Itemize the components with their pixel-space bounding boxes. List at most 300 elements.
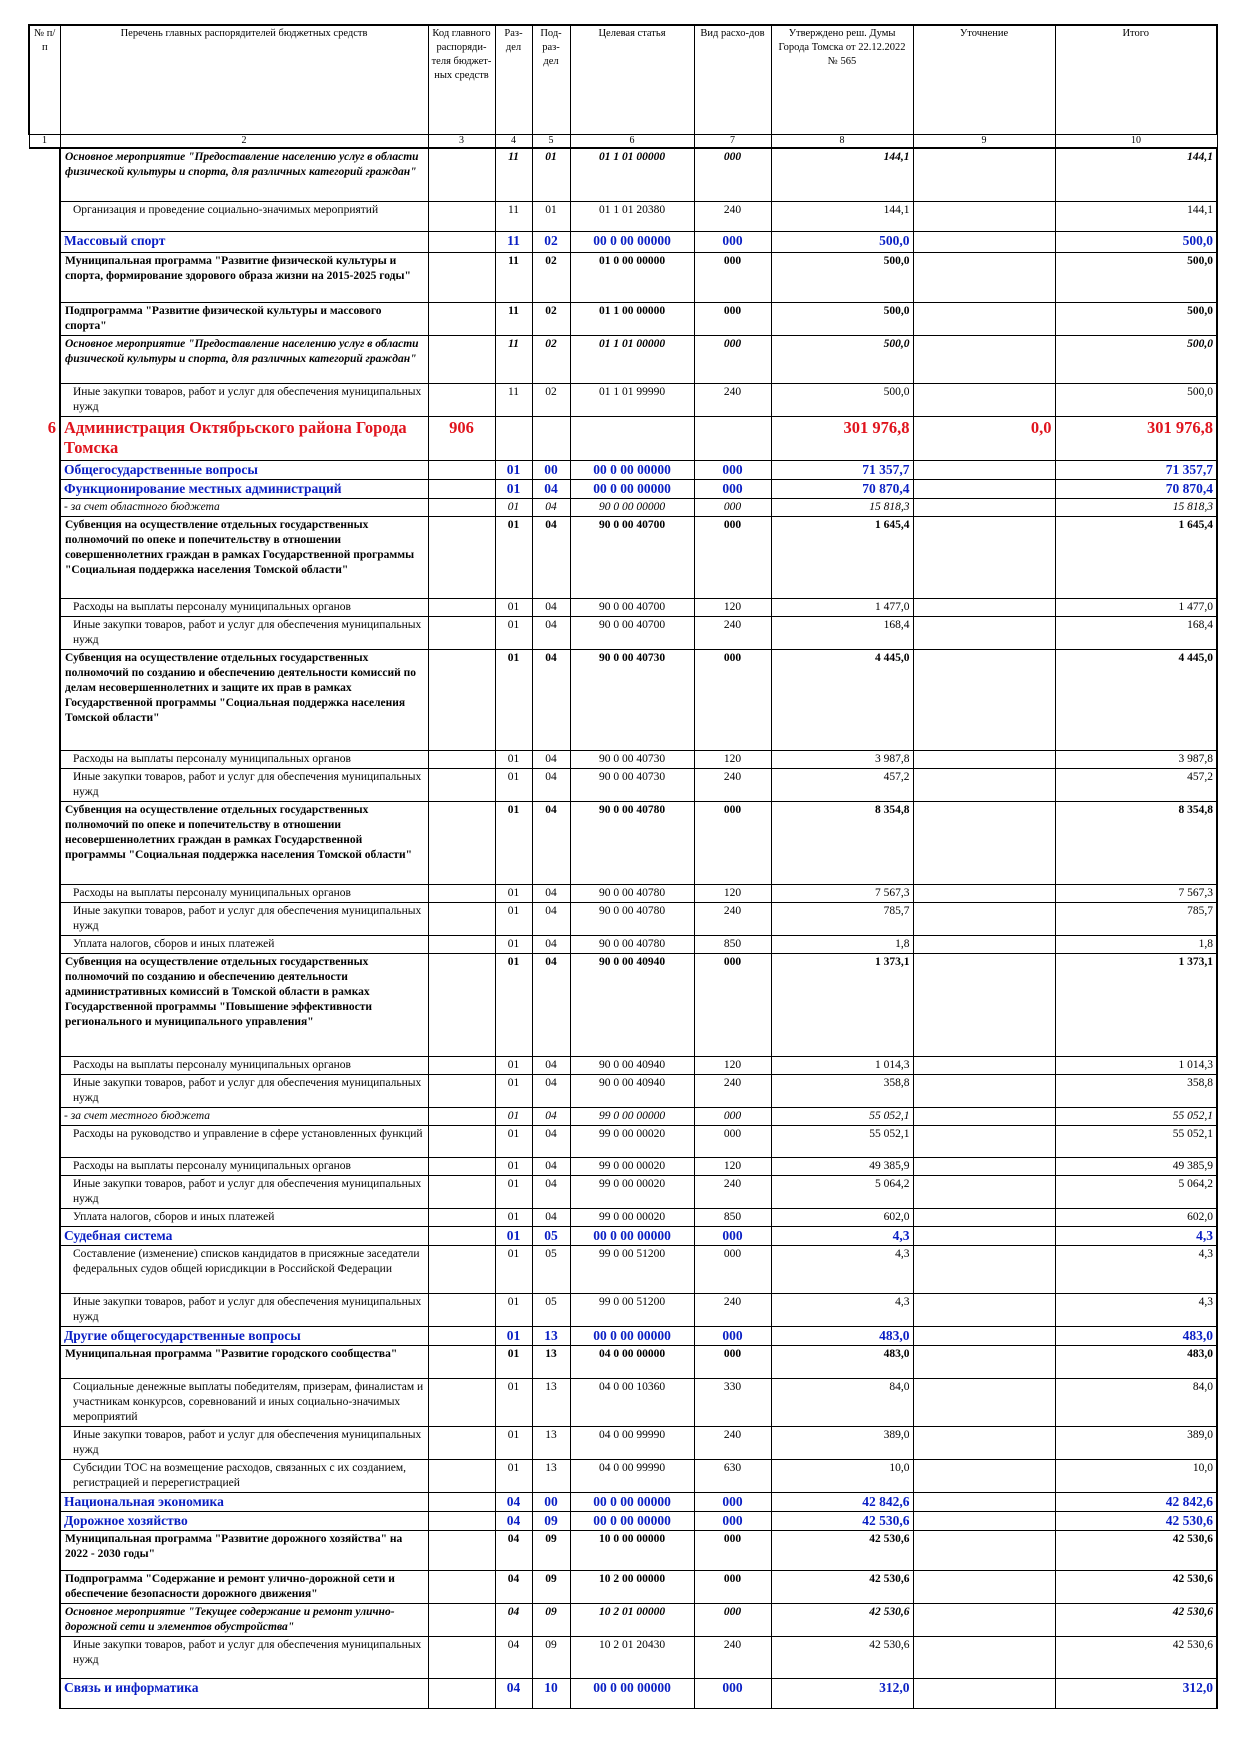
row-razdel: 01 (495, 1126, 532, 1158)
row-clarification (913, 1227, 1055, 1246)
table-row (29, 802, 1217, 885)
row-target-article: 04 0 00 99990 (570, 1460, 694, 1493)
row-target-article: 99 0 00 00000 (570, 1108, 694, 1126)
row-clarification (913, 1512, 1055, 1531)
row-expense-type: 240 (694, 617, 771, 650)
row-total: 5 064,2 (1055, 1176, 1217, 1209)
table-row (29, 461, 1217, 480)
row-approved: 55 052,1 (771, 1108, 913, 1126)
row-clarification (913, 517, 1055, 599)
row-target-article (570, 417, 694, 461)
row-approved: 457,2 (771, 769, 913, 802)
table-row (29, 499, 1217, 517)
row-total: 4,3 (1055, 1294, 1217, 1327)
header-name: Перечень главных распорядителей бюджетных средств (60, 25, 428, 134)
table-row (29, 1246, 1217, 1294)
table-row (29, 417, 1217, 461)
row-podrazdel: 00 (532, 461, 570, 480)
row-approved: 312,0 (771, 1679, 913, 1709)
budget-table (28, 24, 1218, 1709)
row-number (29, 1209, 60, 1227)
row-target-article: 90 0 00 40940 (570, 1057, 694, 1075)
row-podrazdel: 01 (532, 148, 570, 202)
row-number (29, 336, 60, 384)
row-expense-type: 120 (694, 885, 771, 903)
row-clarification (913, 1531, 1055, 1571)
row-razdel: 01 (495, 903, 532, 936)
row-code (428, 148, 495, 202)
row-approved: 602,0 (771, 1209, 913, 1227)
row-podrazdel: 13 (532, 1427, 570, 1460)
row-number (29, 461, 60, 480)
row-podrazdel: 13 (532, 1460, 570, 1493)
row-podrazdel: 04 (532, 769, 570, 802)
row-approved: 5 064,2 (771, 1176, 913, 1209)
row-total: 1 373,1 (1055, 954, 1217, 1057)
row-approved: 4 445,0 (771, 650, 913, 751)
row-expense-type: 240 (694, 1176, 771, 1209)
row-clarification (913, 1327, 1055, 1346)
table-row (29, 1460, 1217, 1493)
row-number (29, 1531, 60, 1571)
row-total: 10,0 (1055, 1460, 1217, 1493)
row-clarification (913, 802, 1055, 885)
row-podrazdel: 04 (532, 617, 570, 650)
row-total: 500,0 (1055, 303, 1217, 336)
row-name: Иные закупки товаров, работ и услуг для обеспечения муниципальных нужд (60, 384, 428, 417)
header-code: Код главного распоряди-теля бюджет-ных средств (428, 25, 495, 134)
row-razdel: 11 (495, 232, 532, 253)
row-code (428, 1427, 495, 1460)
table-row (29, 650, 1217, 751)
row-code (428, 617, 495, 650)
row-code (428, 1075, 495, 1108)
row-podrazdel: 04 (532, 1209, 570, 1227)
row-target-article: 90 0 00 40780 (570, 936, 694, 954)
row-name: Субсидии ТОС на возмещение расходов, связанных с их созданием, регистрацией и перерегистрацией (60, 1460, 428, 1493)
row-podrazdel: 04 (532, 1176, 570, 1209)
row-total: 144,1 (1055, 202, 1217, 232)
row-target-article: 01 1 00 00000 (570, 303, 694, 336)
row-clarification (913, 936, 1055, 954)
row-total: 42 530,6 (1055, 1512, 1217, 1531)
row-code (428, 232, 495, 253)
row-name: - за счет областного бюджета (60, 499, 428, 517)
row-razdel: 04 (495, 1637, 532, 1679)
row-number (29, 650, 60, 751)
row-expense-type: 120 (694, 1057, 771, 1075)
row-razdel: 11 (495, 253, 532, 303)
row-code (428, 1158, 495, 1176)
row-podrazdel: 04 (532, 936, 570, 954)
table-row (29, 1327, 1217, 1346)
row-podrazdel: 09 (532, 1531, 570, 1571)
row-razdel: 04 (495, 1571, 532, 1604)
row-total: 4,3 (1055, 1227, 1217, 1246)
row-podrazdel: 04 (532, 517, 570, 599)
row-name: Основное мероприятие "Предоставление населению услуг в области физической культуры и спорта, для различных категорий граждан" (60, 336, 428, 384)
row-razdel: 01 (495, 461, 532, 480)
row-name: Дорожное хозяйство (60, 1512, 428, 1531)
row-name: Муниципальная программа "Развитие городского сообщества" (60, 1346, 428, 1379)
row-clarification (913, 1209, 1055, 1227)
row-razdel: 04 (495, 1531, 532, 1571)
row-podrazdel: 10 (532, 1679, 570, 1709)
row-expense-type: 120 (694, 599, 771, 617)
row-code (428, 499, 495, 517)
row-expense-type: 240 (694, 1294, 771, 1327)
row-code (428, 1176, 495, 1209)
row-approved: 500,0 (771, 232, 913, 253)
row-podrazdel: 04 (532, 599, 570, 617)
row-razdel: 01 (495, 885, 532, 903)
row-podrazdel: 04 (532, 1126, 570, 1158)
row-code (428, 1246, 495, 1294)
row-target-article: 00 0 00 00000 (570, 1493, 694, 1512)
table-row (29, 517, 1217, 599)
row-clarification (913, 1493, 1055, 1512)
table-row (29, 1126, 1217, 1158)
row-approved: 483,0 (771, 1346, 913, 1379)
row-razdel: 01 (495, 1327, 532, 1346)
row-code (428, 751, 495, 769)
row-podrazdel: 02 (532, 232, 570, 253)
row-name: Основное мероприятие "Предоставление населению услуг в области физической культуры и спорта, для различных категорий граждан" (60, 148, 428, 202)
row-name: Иные закупки товаров, работ и услуг для обеспечения муниципальных нужд (60, 1294, 428, 1327)
row-clarification (913, 650, 1055, 751)
row-approved: 70 870,4 (771, 480, 913, 499)
row-number (29, 1176, 60, 1209)
row-expense-type: 000 (694, 253, 771, 303)
row-approved: 42 530,6 (771, 1512, 913, 1531)
table-row (29, 769, 1217, 802)
row-expense-type: 000 (694, 480, 771, 499)
row-code (428, 517, 495, 599)
row-podrazdel: 13 (532, 1327, 570, 1346)
table-row (29, 1531, 1217, 1571)
row-podrazdel: 05 (532, 1294, 570, 1327)
row-name: Иные закупки товаров, работ и услуг для обеспечения муниципальных нужд (60, 1637, 428, 1679)
row-expense-type: 000 (694, 336, 771, 384)
row-number (29, 1493, 60, 1512)
row-total: 389,0 (1055, 1427, 1217, 1460)
row-number: 6 (29, 417, 60, 461)
row-razdel: 11 (495, 384, 532, 417)
row-target-article: 90 0 00 40730 (570, 769, 694, 802)
table-row (29, 303, 1217, 336)
row-name: Муниципальная программа "Развитие физической культуры и спорта, формирование здорового образа жизни на 2015-2025 годы" (60, 253, 428, 303)
row-razdel: 01 (495, 1379, 532, 1427)
row-number (29, 617, 60, 650)
table-row (29, 1158, 1217, 1176)
row-number (29, 480, 60, 499)
row-name: Расходы на руководство и управление в сфере установленных функций (60, 1126, 428, 1158)
row-target-article: 01 0 00 00000 (570, 253, 694, 303)
table-row (29, 1379, 1217, 1427)
row-name: Составление (изменение) списков кандидатов в присяжные заседатели федеральных судов общей юрисдикции в Российской Федерации (60, 1246, 428, 1294)
row-number (29, 303, 60, 336)
row-name: Иные закупки товаров, работ и услуг для обеспечения муниципальных нужд (60, 769, 428, 802)
row-clarification (913, 1604, 1055, 1637)
row-razdel: 04 (495, 1493, 532, 1512)
row-podrazdel: 05 (532, 1227, 570, 1246)
table-row (29, 751, 1217, 769)
table-row (29, 148, 1217, 202)
table-row (29, 1427, 1217, 1460)
row-number (29, 499, 60, 517)
row-approved: 15 818,3 (771, 499, 913, 517)
table-row (29, 1637, 1217, 1679)
row-razdel: 01 (495, 1176, 532, 1209)
row-podrazdel: 09 (532, 1571, 570, 1604)
row-podrazdel: 01 (532, 202, 570, 232)
row-code (428, 303, 495, 336)
row-clarification (913, 499, 1055, 517)
row-clarification (913, 384, 1055, 417)
row-approved: 1 373,1 (771, 954, 913, 1057)
column-number-row (29, 134, 1217, 148)
header-target-article: Целевая статья (570, 25, 694, 134)
row-expense-type: 000 (694, 499, 771, 517)
row-expense-type: 240 (694, 202, 771, 232)
row-name: Расходы на выплаты персоналу муниципальных органов (60, 599, 428, 617)
row-code (428, 202, 495, 232)
row-code (428, 1379, 495, 1427)
row-code (428, 903, 495, 936)
row-target-article: 00 0 00 00000 (570, 480, 694, 499)
row-razdel: 01 (495, 936, 532, 954)
row-approved: 10,0 (771, 1460, 913, 1493)
row-total: 483,0 (1055, 1346, 1217, 1379)
row-expense-type: 000 (694, 517, 771, 599)
row-total: 500,0 (1055, 232, 1217, 253)
row-number (29, 384, 60, 417)
row-podrazdel: 04 (532, 499, 570, 517)
row-expense-type: 240 (694, 1427, 771, 1460)
row-name: Уплата налогов, сборов и иных платежей (60, 936, 428, 954)
row-podrazdel: 04 (532, 903, 570, 936)
row-approved: 144,1 (771, 202, 913, 232)
row-clarification (913, 336, 1055, 384)
row-expense-type: 000 (694, 303, 771, 336)
row-approved: 358,8 (771, 1075, 913, 1108)
row-total: 42 530,6 (1055, 1571, 1217, 1604)
row-podrazdel: 13 (532, 1379, 570, 1427)
row-name: Иные закупки товаров, работ и услуг для обеспечения муниципальных нужд (60, 1176, 428, 1209)
row-total: 301 976,8 (1055, 417, 1217, 461)
row-number (29, 885, 60, 903)
row-approved: 500,0 (771, 253, 913, 303)
row-approved: 4,3 (771, 1227, 913, 1246)
row-podrazdel: 02 (532, 253, 570, 303)
row-target-article: 04 0 00 10360 (570, 1379, 694, 1427)
table-row (29, 1571, 1217, 1604)
row-podrazdel: 09 (532, 1512, 570, 1531)
row-podrazdel: 02 (532, 336, 570, 384)
row-number (29, 1075, 60, 1108)
row-target-article: 90 0 00 40940 (570, 954, 694, 1057)
row-name: Социальные денежные выплаты победителям, призерам, финалистам и участникам конкурсов, соревнований и иных социально-значимых мероприятий (60, 1379, 428, 1427)
row-total: 49 385,9 (1055, 1158, 1217, 1176)
table-row (29, 1346, 1217, 1379)
row-number (29, 751, 60, 769)
table-row (29, 253, 1217, 303)
row-clarification (913, 1108, 1055, 1126)
table-row (29, 1679, 1217, 1709)
row-number (29, 1379, 60, 1427)
row-expense-type (694, 417, 771, 461)
row-approved: 301 976,8 (771, 417, 913, 461)
row-total: 7 567,3 (1055, 885, 1217, 903)
row-total: 144,1 (1055, 148, 1217, 202)
row-expense-type: 330 (694, 1379, 771, 1427)
row-approved: 42 842,6 (771, 1493, 913, 1512)
row-code (428, 461, 495, 480)
row-total: 1,8 (1055, 936, 1217, 954)
row-name: - за счет местного бюджета (60, 1108, 428, 1126)
row-clarification (913, 1460, 1055, 1493)
row-name: Муниципальная программа "Развитие дорожного хозяйства" на 2022 - 2030 годы" (60, 1531, 428, 1571)
row-target-article: 90 0 00 40700 (570, 617, 694, 650)
row-name: Другие общегосударственные вопросы (60, 1327, 428, 1346)
table-row (29, 1604, 1217, 1637)
row-approved: 42 530,6 (771, 1531, 913, 1571)
column-number: 7 (694, 134, 771, 148)
table-row (29, 954, 1217, 1057)
row-code (428, 885, 495, 903)
row-clarification (913, 903, 1055, 936)
row-target-article: 10 2 01 20430 (570, 1637, 694, 1679)
row-podrazdel: 04 (532, 1158, 570, 1176)
row-code (428, 1108, 495, 1126)
row-clarification (913, 303, 1055, 336)
row-code (428, 480, 495, 499)
row-approved: 500,0 (771, 336, 913, 384)
row-target-article: 99 0 00 00020 (570, 1176, 694, 1209)
row-expense-type: 000 (694, 461, 771, 480)
row-name: Расходы на выплаты персоналу муниципальных органов (60, 1057, 428, 1075)
table-row (29, 1057, 1217, 1075)
row-razdel: 01 (495, 802, 532, 885)
row-expense-type: 000 (694, 650, 771, 751)
row-name: Связь и информатика (60, 1679, 428, 1709)
row-number (29, 936, 60, 954)
row-target-article: 00 0 00 00000 (570, 461, 694, 480)
row-razdel: 01 (495, 1427, 532, 1460)
row-approved: 4,3 (771, 1246, 913, 1294)
row-number (29, 1327, 60, 1346)
row-number (29, 1679, 60, 1709)
table-row (29, 480, 1217, 499)
row-total: 8 354,8 (1055, 802, 1217, 885)
row-total: 42 530,6 (1055, 1531, 1217, 1571)
header-approved: Утверждено реш. Думы Города Томска от 22.12.2022 № 565 (771, 25, 913, 134)
row-expense-type: 000 (694, 1227, 771, 1246)
row-razdel: 01 (495, 954, 532, 1057)
row-approved: 500,0 (771, 384, 913, 417)
header-total: Итого (1055, 25, 1217, 134)
row-approved: 168,4 (771, 617, 913, 650)
row-razdel: 01 (495, 1346, 532, 1379)
row-number (29, 1158, 60, 1176)
row-name: Расходы на выплаты персоналу муниципальных органов (60, 885, 428, 903)
column-number: 4 (495, 134, 532, 148)
row-total: 785,7 (1055, 903, 1217, 936)
header-num: № п/п (29, 25, 60, 134)
column-number: 10 (1055, 134, 1217, 148)
row-total: 42 842,6 (1055, 1493, 1217, 1512)
row-target-article: 90 0 00 40780 (570, 802, 694, 885)
row-razdel: 01 (495, 1294, 532, 1327)
row-name: Иные закупки товаров, работ и услуг для обеспечения муниципальных нужд (60, 903, 428, 936)
row-expense-type: 000 (694, 1108, 771, 1126)
row-code (428, 253, 495, 303)
row-expense-type: 240 (694, 1637, 771, 1679)
row-clarification (913, 1679, 1055, 1709)
row-target-article: 04 0 00 00000 (570, 1346, 694, 1379)
row-expense-type: 000 (694, 1346, 771, 1379)
row-name: Национальная экономика (60, 1493, 428, 1512)
row-total: 500,0 (1055, 384, 1217, 417)
header-razdel: Раз-дел (495, 25, 532, 134)
table-row (29, 1108, 1217, 1126)
row-name: Организация и проведение социально-значимых мероприятий (60, 202, 428, 232)
row-expense-type: 630 (694, 1460, 771, 1493)
row-expense-type: 000 (694, 1246, 771, 1294)
row-total: 602,0 (1055, 1209, 1217, 1227)
row-name: Субвенция на осуществление отдельных государственных полномочий по опеке и попечительству в отношении совершеннолетних граждан в рамках Государственной программы "Социальная поддержка населения Томской области" (60, 517, 428, 599)
row-clarification (913, 1379, 1055, 1427)
row-approved: 1 645,4 (771, 517, 913, 599)
row-code (428, 802, 495, 885)
table-row (29, 1227, 1217, 1246)
row-clarification: 0,0 (913, 417, 1055, 461)
row-clarification (913, 1176, 1055, 1209)
row-podrazdel: 04 (532, 802, 570, 885)
table-header-row (29, 25, 1217, 134)
row-total: 55 052,1 (1055, 1108, 1217, 1126)
row-code (428, 1460, 495, 1493)
row-podrazdel: 04 (532, 1057, 570, 1075)
row-podrazdel: 09 (532, 1604, 570, 1637)
row-name: Иные закупки товаров, работ и услуг для обеспечения муниципальных нужд (60, 1427, 428, 1460)
row-expense-type: 000 (694, 1571, 771, 1604)
row-code (428, 384, 495, 417)
row-total: 312,0 (1055, 1679, 1217, 1709)
row-expense-type: 000 (694, 1493, 771, 1512)
row-target-article: 01 1 01 99990 (570, 384, 694, 417)
row-approved: 3 987,8 (771, 751, 913, 769)
row-number (29, 599, 60, 617)
row-target-article: 10 2 01 00000 (570, 1604, 694, 1637)
table-row (29, 1209, 1217, 1227)
row-razdel: 01 (495, 1057, 532, 1075)
row-total: 500,0 (1055, 336, 1217, 384)
row-name: Уплата налогов, сборов и иных платежей (60, 1209, 428, 1227)
row-number (29, 769, 60, 802)
row-razdel: 11 (495, 148, 532, 202)
row-target-article: 90 0 00 00000 (570, 499, 694, 517)
row-approved: 42 530,6 (771, 1571, 913, 1604)
row-razdel: 01 (495, 617, 532, 650)
row-number (29, 253, 60, 303)
row-razdel: 01 (495, 1246, 532, 1294)
row-total: 84,0 (1055, 1379, 1217, 1427)
row-name: Расходы на выплаты персоналу муниципальных органов (60, 751, 428, 769)
row-podrazdel: 04 (532, 480, 570, 499)
row-total: 358,8 (1055, 1075, 1217, 1108)
row-number (29, 1246, 60, 1294)
